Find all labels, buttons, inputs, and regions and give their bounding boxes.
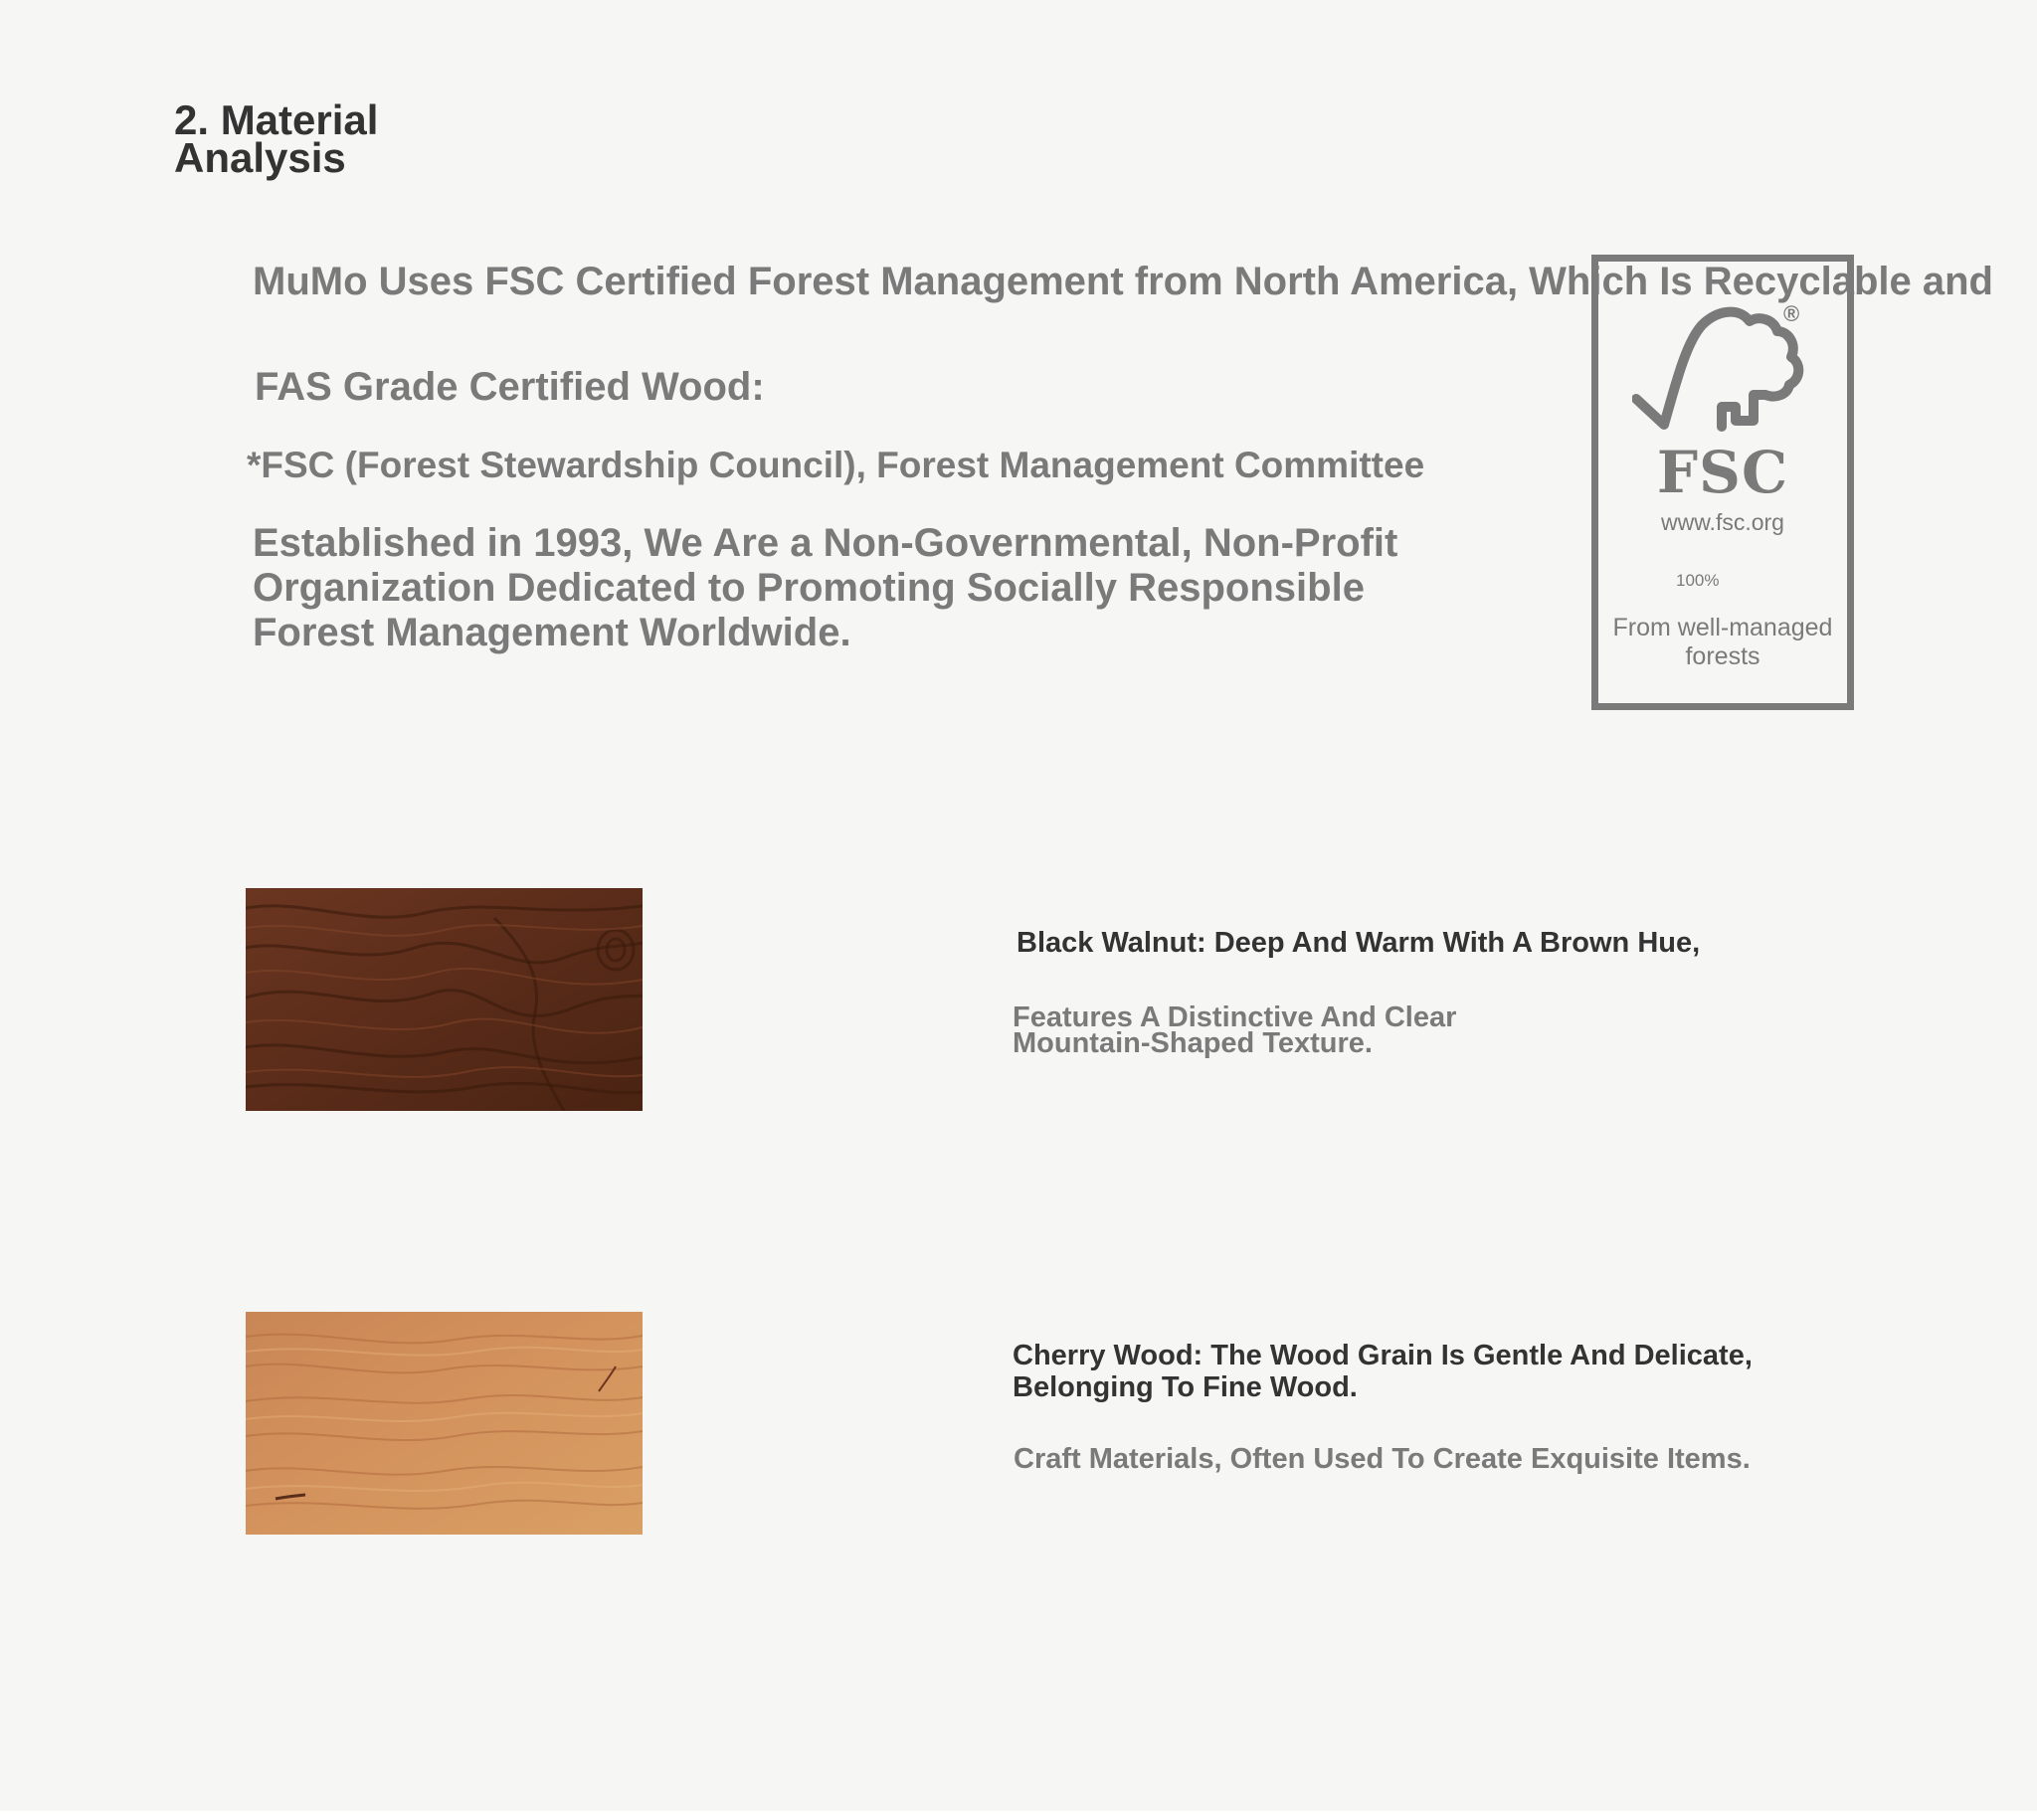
fsc-headline: MuMo Uses FSC Certified Forest Management from North America, Which Is Recyclable and bbox=[253, 260, 1993, 303]
black-walnut-sample-image bbox=[246, 888, 643, 1111]
fsc-brand-text: FSC bbox=[1656, 439, 1789, 506]
fsc-definition: *FSC (Forest Stewardship Council), Forest Management Committee bbox=[247, 445, 1425, 485]
walnut-description: Features A Distinctive And Clear Mountain-Shaped Texture. bbox=[1013, 1001, 1457, 1059]
fas-grade-label: FAS Grade Certified Wood: bbox=[255, 365, 765, 409]
cherry-title: Cherry Wood: The Wood Grain Is Gentle And Delicate, Belonging To Fine Wood. bbox=[1013, 1340, 1753, 1403]
fsc-claim: From well-managed forests bbox=[1612, 614, 1833, 670]
fsc-percent: 100% bbox=[1676, 571, 1720, 590]
fsc-url: www.fsc.org bbox=[1661, 509, 1784, 535]
section-title: 2. Material Analysis bbox=[174, 96, 379, 181]
cherry-description: Craft Materials, Often Used To Create Exquisite Items. bbox=[1014, 1443, 1751, 1475]
fsc-description: Established in 1993, We Are a Non-Governmental, Non-Profit Organization Dedicated to Promoting Socially Responsible Forest Management Worldwide. bbox=[253, 521, 1398, 654]
cherry-wood-sample-image bbox=[246, 1312, 643, 1535]
fsc-certification-logo bbox=[1591, 255, 1854, 710]
registered-mark: ® bbox=[1783, 301, 1800, 326]
walnut-title: Black Walnut: Deep And Warm With A Brown Hue, bbox=[1017, 927, 1701, 959]
